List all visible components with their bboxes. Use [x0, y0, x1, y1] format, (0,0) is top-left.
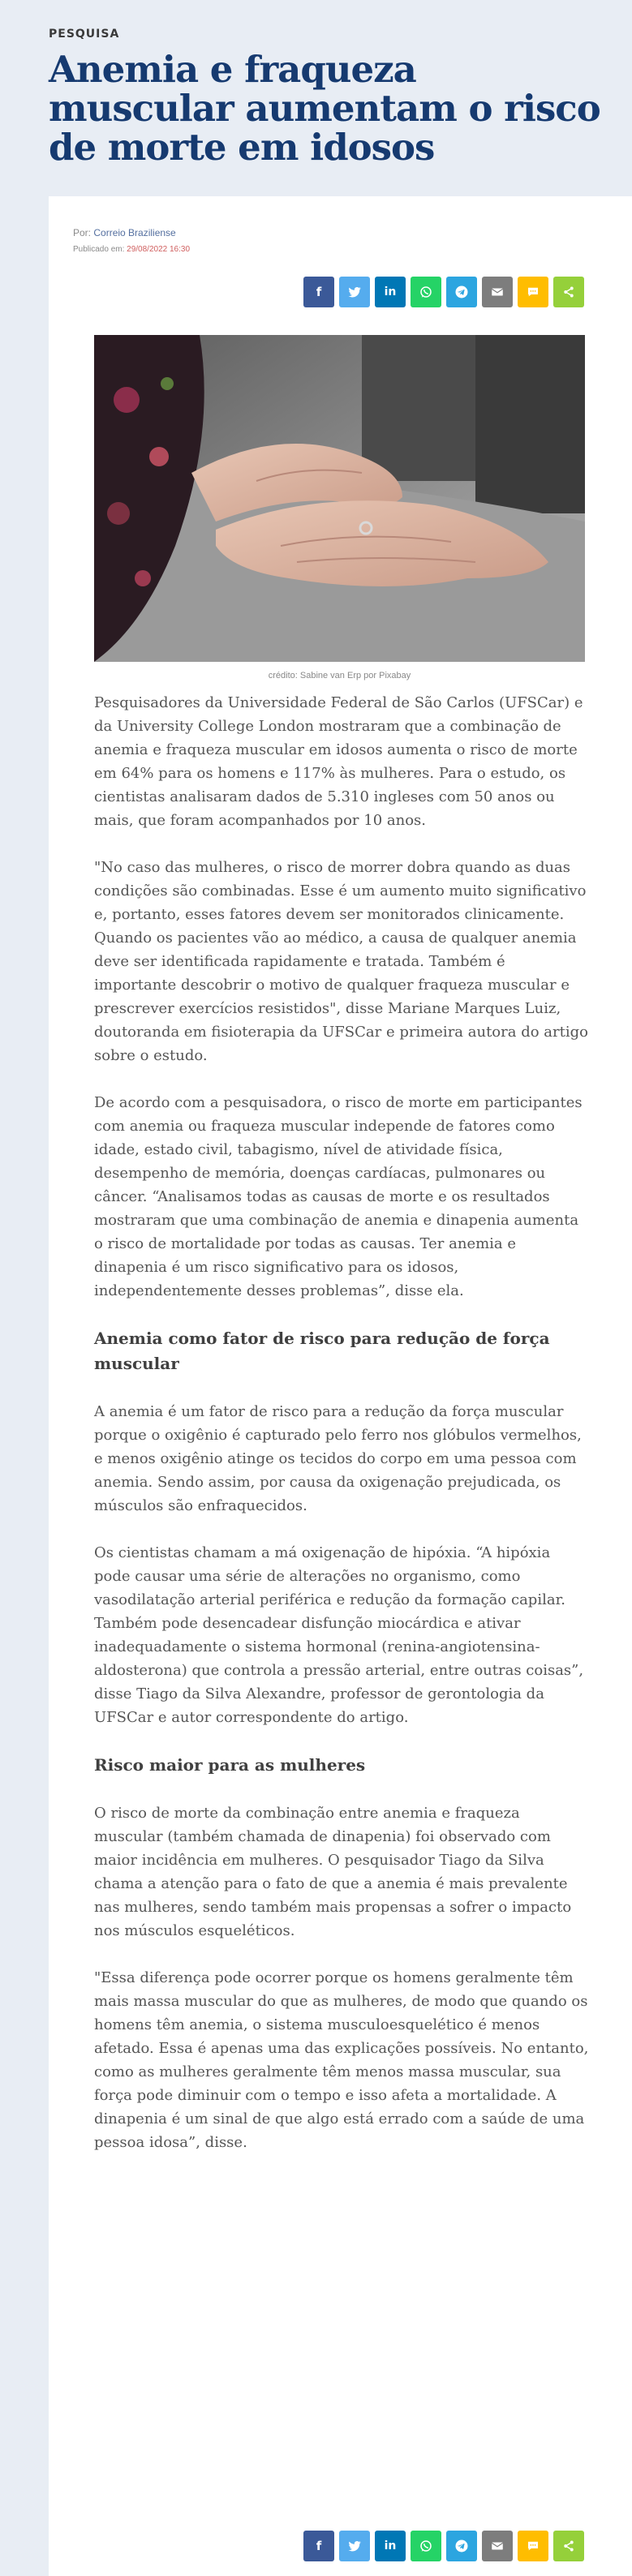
share-facebook-button[interactable] — [303, 277, 334, 307]
publish-date-prefix: Publicado em: — [73, 245, 125, 254]
share-icon — [561, 285, 576, 299]
facebook-icon: f — [316, 285, 322, 299]
share-sms-button[interactable] — [518, 2531, 548, 2561]
email-icon — [490, 2539, 505, 2553]
article-paragraph: Os cientistas chamam a má oxigenação de hipóxia. “A hipóxia pode causar uma série de alterações no organismo, como vasodilatação arterial periférica e redução da formação capilar. Também pode desencadear disfunção miocárdica e ativar inadequadamente o sistema hormonal (renina-angiotensina-aldosterona) que controla a pressão arterial, entre outras coisas”, disse Tiago da Silva Alexandre, professor de gerontologia da UFSCar e autor correspondente do artigo. — [94, 1544, 584, 1726]
photo-hands-image — [94, 335, 585, 662]
linkedin-icon: in — [384, 286, 397, 298]
share-twitter-button[interactable] — [339, 2531, 370, 2561]
article-body — [94, 691, 589, 2178]
publish-date — [73, 245, 190, 254]
share-telegram-button[interactable] — [446, 2531, 477, 2561]
byline-prefix: Por: — [73, 227, 92, 238]
share-twitter-button[interactable] — [339, 277, 370, 307]
share-more-button[interactable] — [553, 2531, 584, 2561]
whatsapp-icon — [419, 2539, 433, 2553]
article-subheading: Risco maior para as mulheres — [94, 1755, 366, 1775]
article-paragraph: A anemia é um fator de risco para a redução da força muscular porque o oxigênio é capturado pelo ferro nos glóbulos vermelhos, e menos oxigênio atinge os tecidos do corpo em uma pessoa com anemia. Sendo assim, por causa da oxigenação prejudicada, os músculos são enfraquecidos. — [94, 1403, 582, 1514]
article-paragraph: Pesquisadores da Universidade Federal de São Carlos (UFSCar) e da University College London mostraram que a combinação de anemia e fraqueza muscular em idosos aumenta o risco de morte em 64% para os homens e 117% às mulheres. Para o estudo, os cientistas analisaram dados de 5.310 ingleses com 50 anos ou mais, que foram acompanhados por 10 anos. — [94, 694, 583, 829]
section-kicker[interactable]: PESQUISA — [49, 28, 120, 41]
share-icon — [561, 2539, 576, 2553]
publish-date-value: 29/08/2022 16:30 — [127, 245, 191, 254]
sms-icon — [526, 285, 540, 299]
linkedin-icon: in — [384, 2540, 397, 2552]
share-bar-top — [303, 277, 608, 307]
share-more-button[interactable] — [553, 277, 584, 307]
telegram-icon — [454, 2539, 469, 2553]
twitter-icon — [347, 2539, 362, 2553]
article-paragraph: "Essa diferença pode ocorrer porque os homens geralmente têm mais massa muscular do que as mulheres, de modo que quando os homens têm anemia, o sistema musculoesquelético é menos afetado. Essa é apenas uma das explicações possíveis. No entanto, como as mulheres geralmente têm menos massa muscular, sua força pode diminuir com o tempo e isso afeta a mortalidade. A dinapenia é um sinal de que algo está errado com a saúde de uma pessoa idosa”, disse. — [94, 1969, 589, 2151]
whatsapp-icon — [419, 285, 433, 299]
share-telegram-button[interactable] — [446, 277, 477, 307]
share-linkedin-button[interactable] — [375, 277, 406, 307]
page-title: Anemia e fraqueza muscular aumentam o risco de morte em idosos — [49, 48, 600, 169]
article-header — [0, 0, 632, 195]
sms-icon — [526, 2539, 540, 2553]
email-icon — [490, 285, 505, 299]
photo-caption: crédito: Sabine van Erp por Pixabay — [268, 671, 411, 680]
byline — [73, 227, 176, 238]
share-facebook-button[interactable] — [303, 2531, 334, 2561]
share-sms-button[interactable] — [518, 277, 548, 307]
share-whatsapp-button[interactable] — [411, 277, 441, 307]
article-paragraph: De acordo com a pesquisadora, o risco de morte em participantes com anemia ou fraqueza muscular independe de fatores como idade, estado civil, tabagismo, nível de atividade física, desempenho de memória, doenças cardíacas, pulmonares ou câncer. “Analisamos todas as causas de morte e os resultados mostraram que uma combinação de anemia e dinapenia aumenta o risco de mortalidade por todas as causas. Ter anemia e dinapenia é um risco significativo para os idosos, independentemente desses problemas”, disse ela. — [94, 1094, 583, 1299]
share-whatsapp-button[interactable] — [411, 2531, 441, 2561]
article-subheading: Anemia como fator de risco para redução de força muscular — [94, 1329, 550, 1373]
article-paragraph: "No caso das mulheres, o risco de morrer dobra quando as duas condições são combinadas. Esse é um aumento muito significativo e, portanto, esses fatores devem ser monitorados clinicamente. Quando os pacientes vão ao médico, a causa de qualquer anemia deve ser identificada rapidamente e tratada. Também é importante descobrir o motivo de qualquer fraqueza muscular e prescrever exercícios resistidos", disse Mariane Marques Luiz, doutoranda em fisioterapia da UFSCar e primeira autora do artigo sobre o estudo. — [94, 859, 588, 1064]
twitter-icon — [347, 285, 362, 299]
author-link[interactable]: Correio Braziliense — [93, 227, 176, 238]
article-photo — [94, 335, 585, 662]
share-email-button[interactable] — [482, 277, 513, 307]
share-bar-bottom — [303, 2531, 608, 2561]
share-email-button[interactable] — [482, 2531, 513, 2561]
share-linkedin-button[interactable] — [375, 2531, 406, 2561]
facebook-icon: f — [316, 2539, 322, 2553]
article-paragraph: O risco de morte da combinação entre anemia e fraqueza muscular (também chamada de dinapenia) foi observado com maior incidência em mulheres. O pesquisador Tiago da Silva chama a atenção para o fato de que a anemia é mais prevalente nas mulheres, sendo também mais propensas a sofrer o impacto nos músculos esqueléticos. — [94, 1805, 572, 1939]
telegram-icon — [454, 285, 469, 299]
